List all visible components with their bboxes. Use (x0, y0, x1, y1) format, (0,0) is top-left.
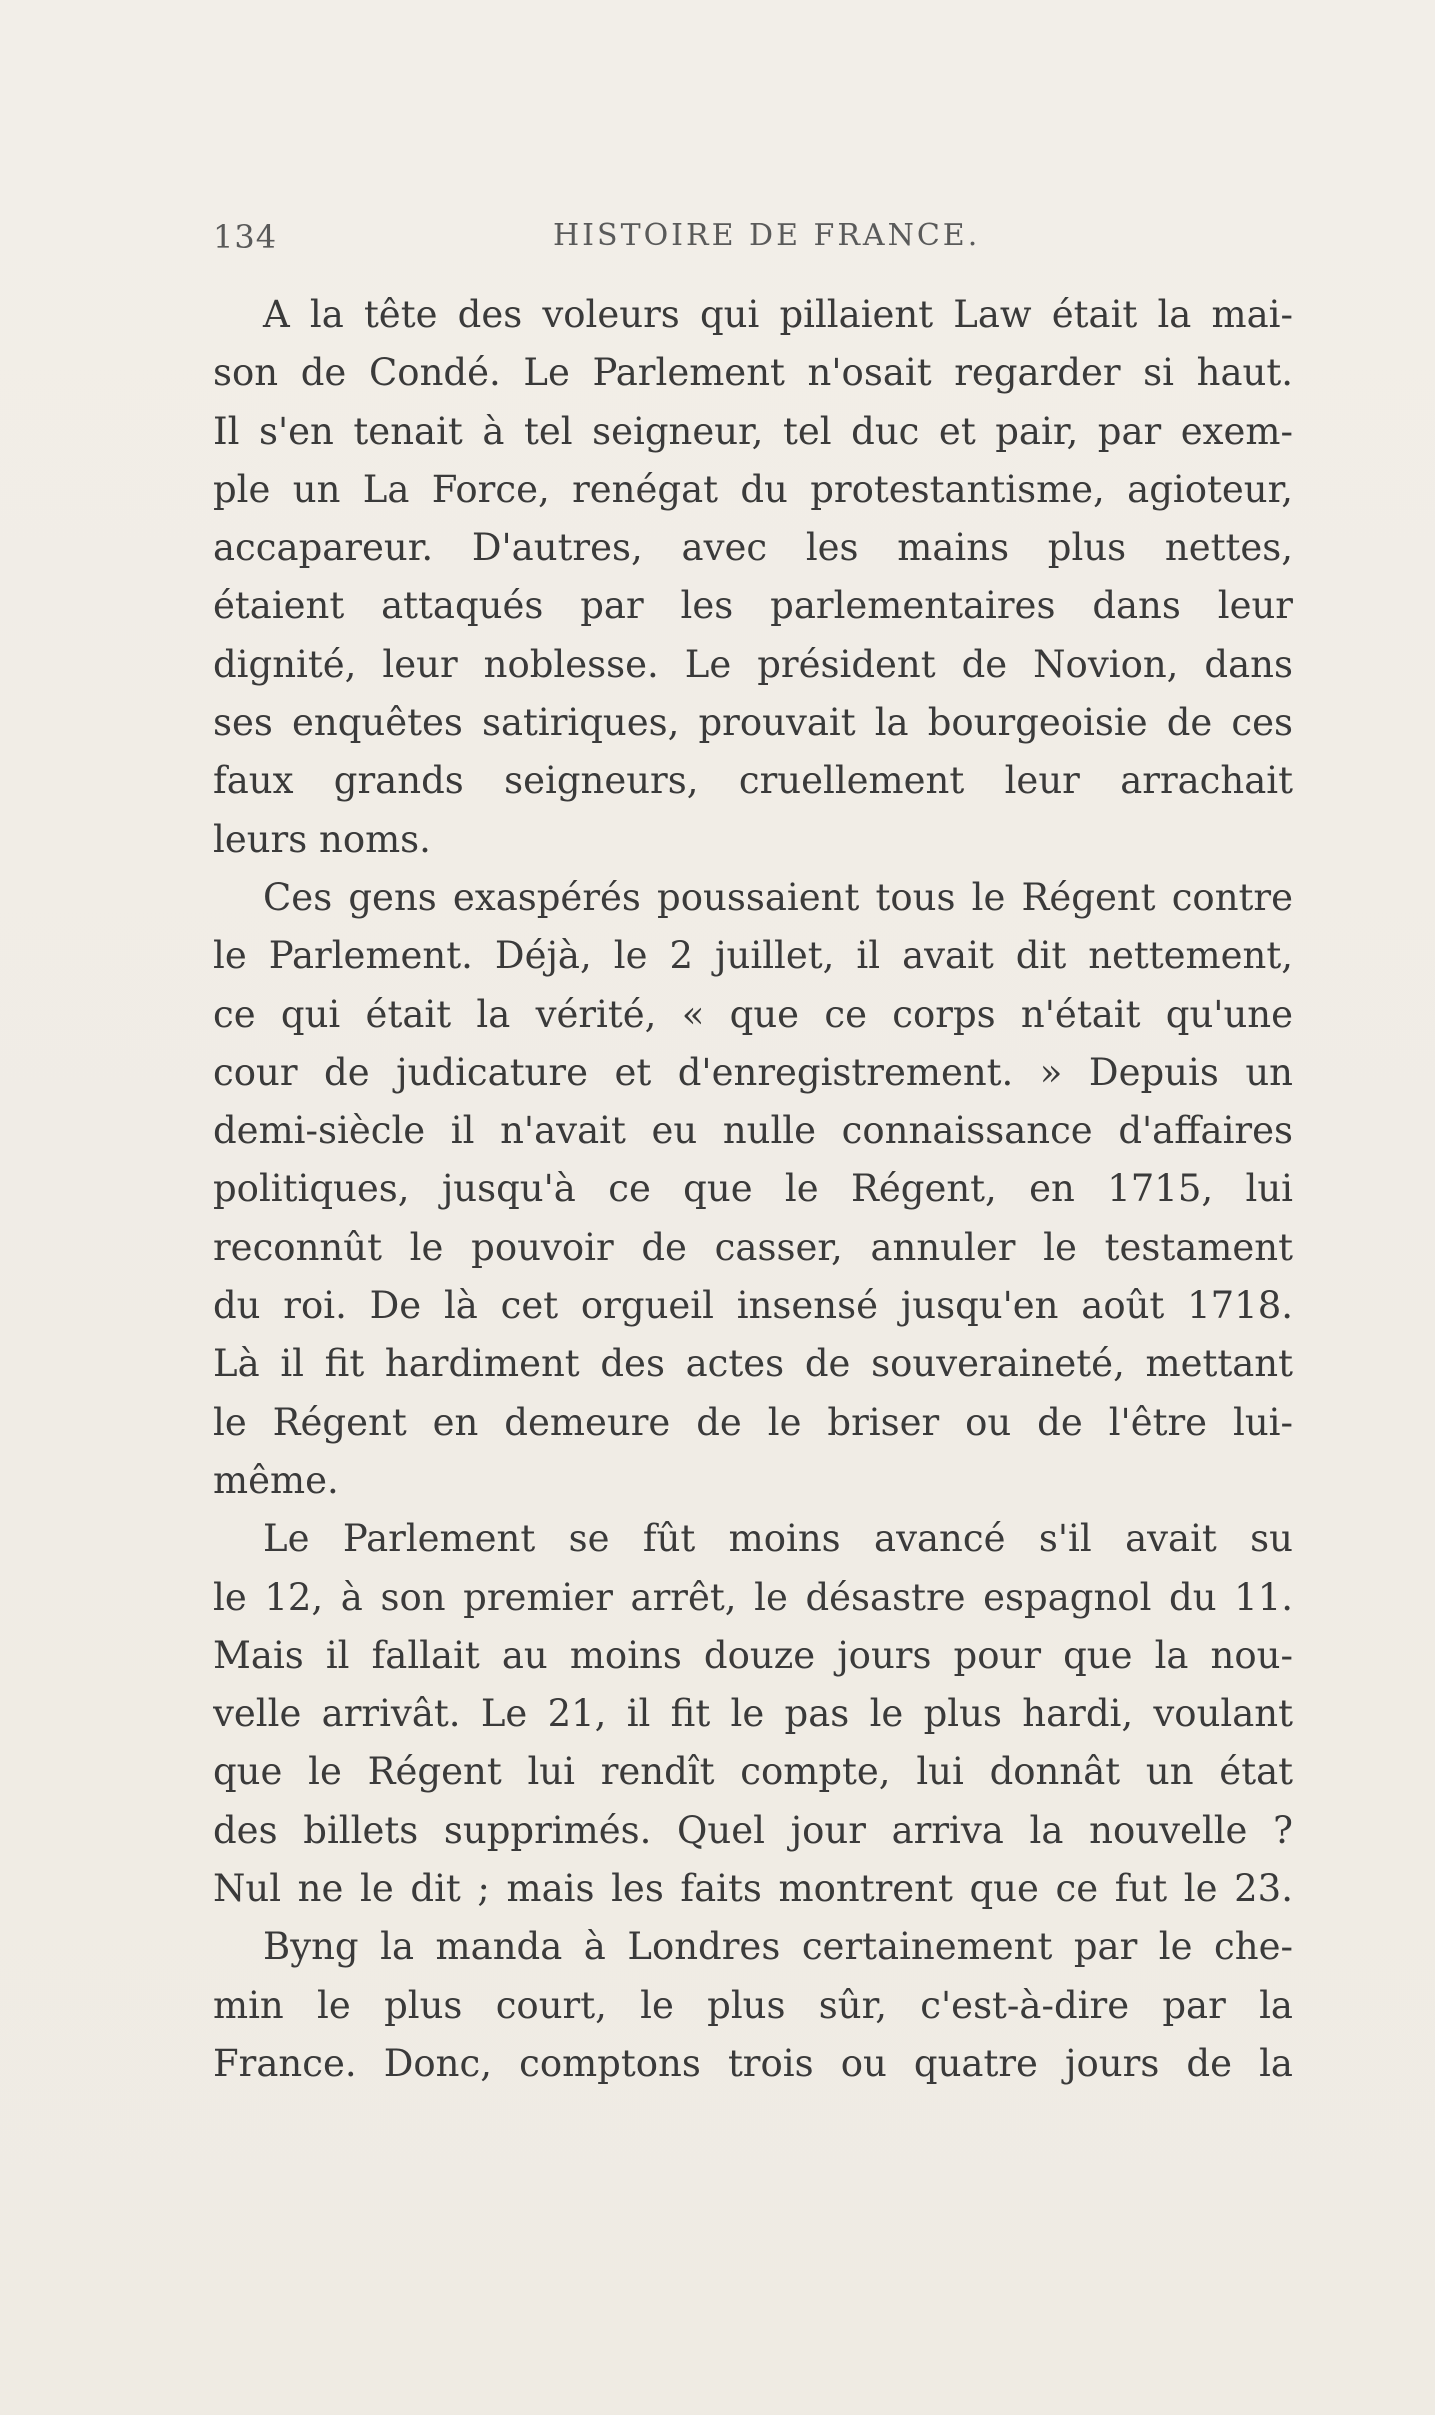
text-line: demi-siècle il n'avait eu nulle connaissance d'affaires (213, 1109, 1293, 1153)
text-line: Là il fit hardiment des actes de souveraineté, mettant (213, 1342, 1293, 1386)
text-line: ce qui était la vérité, « que ce corps n'était qu'une (213, 992, 1293, 1036)
text-line: des billets supprimés. Quel jour arriva la nouvelle ? (213, 1808, 1293, 1852)
text-line: cour de judicature et d'enregistrement. » Depuis un (213, 1050, 1293, 1094)
text-line: que le Régent lui rendît compte, lui donnât un état (213, 1750, 1293, 1794)
text-line: le 12, à son premier arrêt, le désastre espagnol du 11. (213, 1575, 1293, 1619)
text-line: France. Donc, comptons trois ou quatre jours de la (213, 2041, 1293, 2085)
text-line: Byng la manda à Londres certainement par le che- (263, 1925, 1293, 1969)
text-line: Le Parlement se fût moins avancé s'il avait su (263, 1517, 1293, 1561)
page-number: 134 (213, 218, 278, 256)
text-line: son de Condé. Le Parlement n'osait regarder si haut. (213, 351, 1293, 395)
text-line: dignité, leur noblesse. Le président de Novion, dans (213, 642, 1293, 686)
text-line: Il s'en tenait à tel seigneur, tel duc et pair, par exem- (213, 409, 1293, 453)
text-line: faux grands seigneurs, cruellement leur arrachait (213, 759, 1293, 803)
text-line: A la tête des voleurs qui pillaient Law était la mai- (263, 293, 1293, 336)
text-line: leurs noms. (213, 817, 431, 861)
text-line: le Parlement. Déjà, le 2 juillet, il avait dit nettement, (213, 934, 1293, 978)
text-line: même. (213, 1458, 339, 1502)
text-line: politiques, jusqu'à ce que le Régent, en 1715, lui (213, 1167, 1293, 1211)
text-line: velle arrivât. Le 21, il fit le pas le plus hardi, voulant (213, 1692, 1293, 1736)
text-line: ses enquêtes satiriques, prouvait la bourgeoisie de ces (213, 701, 1293, 745)
text-line: accapareur. D'autres, avec les mains plus nettes, (213, 526, 1293, 570)
text-line: Mais il fallait au moins douze jours pour que la nou- (213, 1633, 1293, 1677)
text-line: du roi. De là cet orgueil insensé jusqu'en août 1718. (213, 1284, 1293, 1328)
text-line: reconnût le pouvoir de casser, annuler le testament (213, 1225, 1293, 1269)
page-header (213, 218, 1293, 268)
text-line: min le plus court, le plus sûr, c'est-à-dire par la (213, 1983, 1293, 2027)
text-line: ple un La Force, renégat du protestantisme, agioteur, (213, 467, 1293, 511)
text-line: étaient attaqués par les parlementaires dans leur (213, 584, 1293, 628)
text-line: Ces gens exaspérés poussaient tous le Régent contre (263, 875, 1293, 919)
body-text (213, 286, 1293, 2093)
running-title: HISTOIRE DE FRANCE. (553, 218, 981, 253)
text-line: Nul ne le dit ; mais les faits montrent que ce fut le 23. (213, 1867, 1293, 1911)
text-line: le Régent en demeure de le briser ou de l'être lui- (213, 1400, 1293, 1444)
